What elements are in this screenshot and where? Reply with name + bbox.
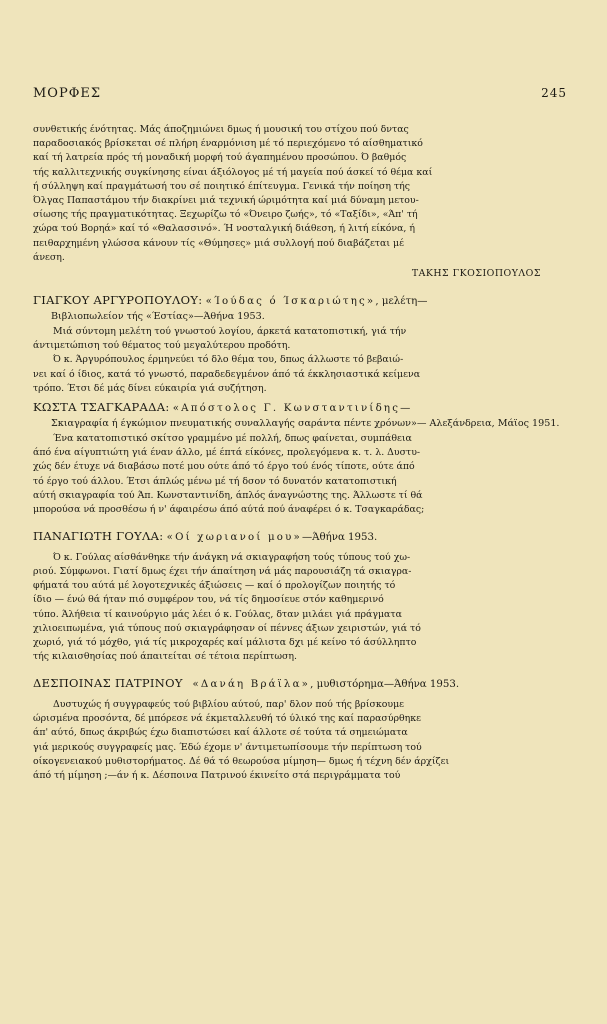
entry-title-suffix: —Άθήνα 1953.: [301, 532, 378, 544]
entry-title: «Απόστολος Γ. Κωνσταντινίδης: [172, 403, 401, 415]
text-line: καί τή λατρεία πρός τή μοναδική μορφή τού άγαπημένου προσώπου. Ό βαθμός: [33, 152, 407, 164]
text-line: Δυστυχώς ή συγγραφεύς τού βιβλίου αύτού, παρ' δλον πού τής βρίσκουμε: [53, 698, 405, 710]
review-entry: [33, 293, 567, 396]
text-line: σίωσης τής πραγματικότητας. Ξεχωρίζω τό «Όνειρο ζωής», τό «Ταξίδι», «Άπ' τή: [33, 209, 418, 221]
text-line: φήματά του αύτά μέ λογοτεχνικές άξιώσεις — καί ό προλογίζων ποιητής τό: [33, 580, 396, 592]
text-line: πειθαρχημένη γλώσσα κάνουν τίς «Θύμησες» μιά συλλογή πού διαβάζεται μέ: [33, 237, 404, 249]
text-line: άπό τή μίμηση ;—άν ή κ. Δέσποινα Πατρινού έκινείτο στά περιγράμματα τού: [33, 769, 401, 781]
text-line: παραδοσιακός βρίσκεται σέ πλήρη έναρμόνιση μέ τό περιεχόμενο τό αίσθηματικό: [33, 138, 423, 150]
entry-publication: Βιβλιοπωλείον τής «Έστίας»—Άθήνα 1953.: [51, 310, 265, 322]
text-line: άνεση.: [33, 251, 65, 263]
text-line: τύπο. Άλήθεια τί καινούργιο μάς λέει ό κ. Γούλας, δταν μιλάει γιά πράγματα: [33, 608, 402, 620]
entry-title-suffix: , μυθιστόρημα—Άθήνα 1953.: [310, 679, 460, 691]
entry-title-suffix: , μελέτη—: [375, 296, 428, 308]
text-line: Ό κ. Άργυρόπουλος έρμηνεύει τό δλο θέμα του, δπως άλλωστε τό βεβαιώ-: [53, 354, 404, 366]
reviewer-signature: ΤΑΚΗΣ ΓΚΟΣΙΟΠΟΥΛΟΣ: [411, 268, 541, 280]
page-number: 245: [541, 86, 567, 100]
journal-title: ΜΟΡΦΕΣ: [33, 86, 102, 101]
entry-title: «Δανάη Βράϊλα»: [192, 679, 311, 691]
text-line: αύτή σκιαγραφία τού Άπ. Κωνσταντινίδη, άπλός άναγνώστης της. Άλλωστε τί θά: [33, 489, 423, 501]
text-line: Μιά σύντομη μελέτη τού γνωστού λογίου, άρκετά κατατοπιστική, γιά τήν: [53, 326, 407, 338]
text-line: Όλγας Παπαστάμου τήν διακρίνει μιά τεχνική ώριμότητα καί μιά δύναμη μετου-: [33, 195, 419, 207]
text-line: Ό κ. Γούλας αίσθάνθηκε τήν άνάγκη νά σκιαγραφήση τούς τύπους τού χω-: [53, 551, 411, 563]
text-line: Ένα κατατοπιστικό σκίτσο γραμμένο μέ πολλή, δπως φαίνεται, συμπάθεια: [53, 433, 412, 445]
text-line: νει καί ό ίδιος, κατά τό γνωστό, παραδεδεγμένον άπό τά έκκλησιαστικά κείμενα: [33, 368, 421, 380]
running-header: [33, 86, 567, 104]
page-body: [33, 123, 567, 783]
entry-heading: [33, 676, 567, 693]
text-line: άπ' αύτό, δπως άκριβώς έχω διαπιστώσει καί άλλοτε σέ τούτα τά σημειώματα: [33, 727, 408, 739]
entry-publication: Σκιαγραφία ή έγκώμιον πνευματικής συναλλαγής σαράντα πέντε χρόνων»— Αλεξάνδρεια, Μάϊος 1951.: [51, 417, 560, 429]
text-line: χωριό, γιά τό μόχθο, γιά τίς μικροχαρές καί μάλιστα δχι μέ κείνο τό άσύλληπτο: [33, 636, 417, 648]
text-line: ίδιο — ένώ θά ήταν πιό συμφέρον του, νά τίς δημοσίευε στόν καθημερινό: [33, 594, 384, 606]
text-line: χώρα τού Βορηά» καί τό «Θαλασσινό». Ή νοσταλγική διάθεση, ή λιτή είκόνα, ή: [33, 223, 415, 235]
text-line: ώρισμένα προσόντα, δέ μπόρεσε νά έκμεταλλευθή τό ύλικό της καί παρασύρθηκε: [33, 713, 422, 725]
text-line: γιά μερικούς συγγραφείς μας. Έδώ έχομε ν' άντιμετωπίσουμε τήν περίπτωση τού: [33, 741, 422, 753]
entry-title: «Οί χωριανοί μου»: [166, 532, 302, 544]
intro-paragraph: [33, 123, 567, 265]
text-line: οίκογενειακού μυθιστορήματος. Δέ θά τό θεωρούσα μίμηση— δμως ή τέχνη δέν άρχίζει: [33, 755, 450, 767]
text-line: μπορούσα νά προσθέσω ή ν' άφαιρέσω άπό αύτά πού άναφέρει ό κ. Τσαγκαράδας;: [33, 504, 425, 516]
text-line: τρόπο. Έτσι δέ μάς δίνει εύκαιρία γιά συζήτηση.: [33, 382, 267, 394]
entry-heading: [33, 400, 567, 431]
review-entry: [33, 676, 567, 783]
text-line: τής κιλαισθησίας πού άπαιτείται σέ τέτοια περίπτωση.: [33, 651, 297, 663]
text-line: ριού. Σύμφωνοι. Γιατί δμως έχει τήν άπαίτηση νά μάς παρουσιάζη τά σκιαγρα-: [33, 565, 412, 577]
entry-author: ΚΩΣΤΑ ΤΣΑΓΚΑΡΑΔΑ:: [33, 400, 170, 415]
text-line: χιλιοειπωμένα, γιά τύπους πού σκιαγράφησαν οί πέννες άξιων χειριστών, γιά τό: [33, 622, 421, 634]
review-entry: [33, 529, 567, 664]
text-line: τής καλλιτεχνικής συγκίνησης είναι άξιόλογος μέ τή μαγεία πού άσκεί τό θέμα καί: [33, 166, 433, 178]
text-line: άντιμετώπιση τού θέματος τού μεγαλύτερου προδότη.: [33, 340, 291, 352]
entry-heading: [33, 529, 567, 546]
text-line: άπό ένα αίγυπτιώτη γιά έναν άλλο, μέ έπτά είκόνες, προλεγόμενα κ. τ. λ. Δυστυ-: [33, 447, 421, 459]
entry-title-suffix: —: [400, 403, 411, 415]
text-line: ή σύλληψη καί πραγμάτωσή του σέ ποιητικό έπίτευγμα. Γενικά τήν ποίηση τής: [33, 180, 411, 192]
text-line: συνθετικής ένότητας. Μάς άποζημιώνει δμως ή μουσική του στίχου πού δντας: [33, 124, 409, 135]
text-line: τό έργο τού άλλου. Έτσι άπλώς μένω μέ τή δσον τό δυνατόν κατατοπιστική: [33, 475, 397, 487]
entry-author: ΔΕΣΠΟΙΝΑΣ ΠΑΤΡΙΝΟΥ: [33, 676, 183, 691]
text-line: χώς δέν έτυχε νά διαβάσω ποτέ μου ούτε άπό τό έργο τού ένός τίποτε, ούτε άπό: [33, 461, 415, 473]
entry-heading: [33, 293, 567, 324]
entry-author: ΓΙΑΓΚΟΥ ΑΡΓΥΡΟΠΟΥΛΟΥ:: [33, 293, 203, 308]
entry-author: ΠΑΝΑΓΙΩΤΗ ΓΟΥΛΑ:: [33, 529, 164, 544]
review-entry: [33, 400, 567, 517]
entry-title: «Ίούδας ό Ίσκαριώτης»: [205, 296, 376, 308]
